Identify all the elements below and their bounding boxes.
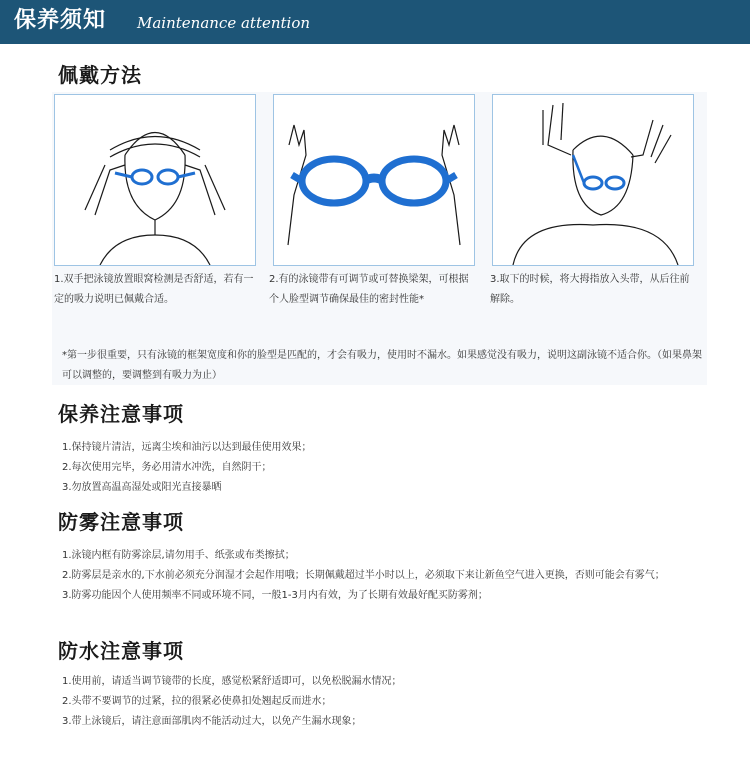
list-item: 3.带上泳镜后，请注意面部肌肉不能活动过大，以免产生漏水现象； — [62, 716, 362, 727]
illustration-place-goggles — [54, 94, 256, 266]
antifog-list — [62, 546, 702, 606]
wearing-step-3-caption: 3.取下的时候，将大拇指放入头带，从后往前解除。 — [490, 274, 690, 305]
header-title-en: Maintenance attention — [137, 14, 311, 32]
wearing-note: *第一步很重要，只有泳镜的框架宽度和你的脸型是匹配的，才会有吸力，使用时不漏水。如果感觉没有吸力，说明这副泳镜不适合你。（如果鼻架可以调整的，要调整到有吸力为止） — [62, 350, 702, 381]
waterproof-list — [62, 672, 702, 732]
list-item: 2.每次使用完毕，务必用清水冲洗，自然阴干； — [62, 462, 272, 473]
wearing-step-1-caption: 1.双手把泳镜放置眼窝检测是否舒适，若有一定的吸力说明已佩戴合适。 — [54, 274, 254, 305]
wearing-step-2-caption: 2.有的泳镜带有可调节或可替换梁架，可根据个人脸型调节确保最佳的密封性能* — [269, 274, 469, 305]
header-banner — [0, 0, 750, 44]
illustration-adjust-goggles — [273, 94, 475, 266]
care-title: 保养注意事项 — [58, 402, 184, 426]
antifog-title: 防雾注意事项 — [58, 510, 184, 534]
illustration-remove-goggles — [492, 94, 694, 266]
wearing-title: 佩戴方法 — [58, 63, 142, 87]
list-item: 2.防雾层是亲水的,下水前必须充分润湿才会起作用哦；长期佩戴超过半小时以上，必须取下来让新鱼空气进入更换，否则可能会有雾气； — [62, 570, 665, 581]
list-item: 2.头带不要调节的过紧，拉的很紧必使鼻扣处翘起反而进水； — [62, 696, 332, 707]
list-item: 1.泳镜内框有防雾涂层,请勿用手、纸张或布类擦拭； — [62, 550, 295, 561]
care-list — [62, 438, 702, 498]
list-item: 1.保持镜片清洁，远离尘埃和油污以达到最佳使用效果； — [62, 442, 312, 453]
waterproof-title: 防水注意事项 — [58, 639, 184, 663]
header-title-cn: 保养须知 — [14, 8, 107, 33]
list-item: 3.防雾功能因个人使用频率不同或环境不同，一般1-3月内有效，为了长期有效最好配买防雾剂； — [62, 590, 488, 601]
list-item: 3.勿放置高温高湿处或阳光直接暴晒 — [62, 482, 222, 493]
list-item: 1.使用前，请适当调节镜带的长度，感觉松紧舒适即可，以免松脱漏水情况； — [62, 676, 402, 687]
